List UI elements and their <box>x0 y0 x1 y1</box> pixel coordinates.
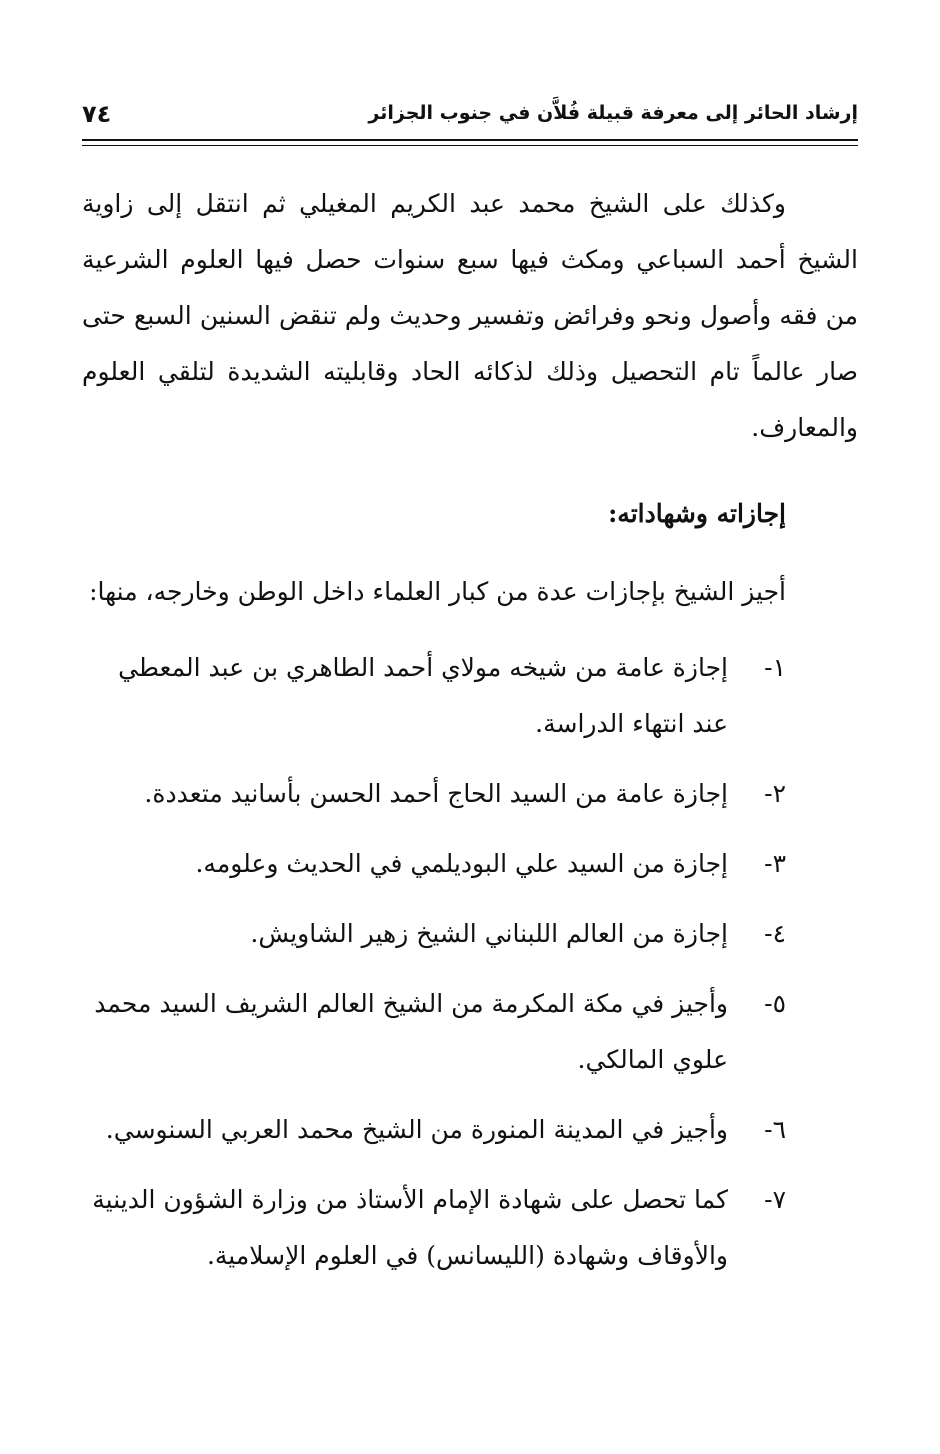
page-content <box>82 176 858 1298</box>
list-item <box>82 906 858 962</box>
list-item <box>82 976 858 1088</box>
list-item-number: ٧- <box>764 1185 786 1214</box>
running-title: إرشاد الحائر إلى معرفة قبيلة فُلاَّن في جنوب الجزائر <box>368 102 858 124</box>
list-item-number: ١- <box>764 653 786 682</box>
ijazat-list <box>82 640 858 1284</box>
header-rule-thin <box>82 145 858 146</box>
list-item-number: ٤- <box>764 919 786 948</box>
list-item-text: وأجيز في المدينة المنورة من الشيخ محمد العربي السنوسي. <box>105 1115 728 1144</box>
list-item-text: إجازة عامة من شيخه مولاي أحمد الطاهري بن عبد المعطي عند انتهاء الدراسة. <box>118 653 728 738</box>
page-header <box>82 100 858 136</box>
list-item <box>82 1102 858 1158</box>
list-item <box>82 836 858 892</box>
document-page <box>82 0 858 1454</box>
list-item-number: ٣- <box>764 849 786 878</box>
list-item-text: إجازة من العالم اللبناني الشيخ زهير الشاويش. <box>250 919 728 948</box>
list-item-number: ٢- <box>764 779 786 808</box>
list-item-number: ٥- <box>764 989 786 1018</box>
list-item-number: ٦- <box>764 1115 786 1144</box>
list-item-text: كما تحصل على شهادة الإمام الأستاذ من وزارة الشؤون الدينية والأوقاف وشهادة (الليسانس) في العلوم الإسلامية. <box>92 1185 728 1270</box>
intro-paragraph: أجيز الشيخ بإجازات عدة من كبار العلماء داخل الوطن وخارجه، منها: <box>89 577 786 606</box>
page-number: ٧٤ <box>82 100 112 128</box>
list-item-text: إجازة عامة من السيد الحاج أحمد الحسن بأسانيد متعددة. <box>144 779 728 808</box>
body-paragraph: وكذلك على الشيخ محمد عبد الكريم المغيلي ثم انتقل إلى زاوية الشيخ أحمد السباعي ومكث فيها سبع سنوات حصل فيها العلوم الشرعية من فقه وأصول ونحو وفرائض وتفسير وحديث ولم تنقض السنين السبع حتى صار عالماً تام التحصيل وذلك لذكائه الحاد وقابليته الشديدة لتلقي العلوم والمعارف. <box>82 189 858 442</box>
list-item <box>82 640 858 752</box>
list-item <box>82 1172 858 1284</box>
list-item-text: وأجيز في مكة المكرمة من الشيخ العالم الشريف السيد محمد علوي المالكي. <box>94 989 728 1074</box>
list-item-text: إجازة من السيد علي البوديلمي في الحديث وعلومه. <box>195 849 728 878</box>
header-rule-thick <box>82 139 858 141</box>
section-heading: إجازاته وشهاداته: <box>608 499 786 528</box>
list-item <box>82 766 858 822</box>
